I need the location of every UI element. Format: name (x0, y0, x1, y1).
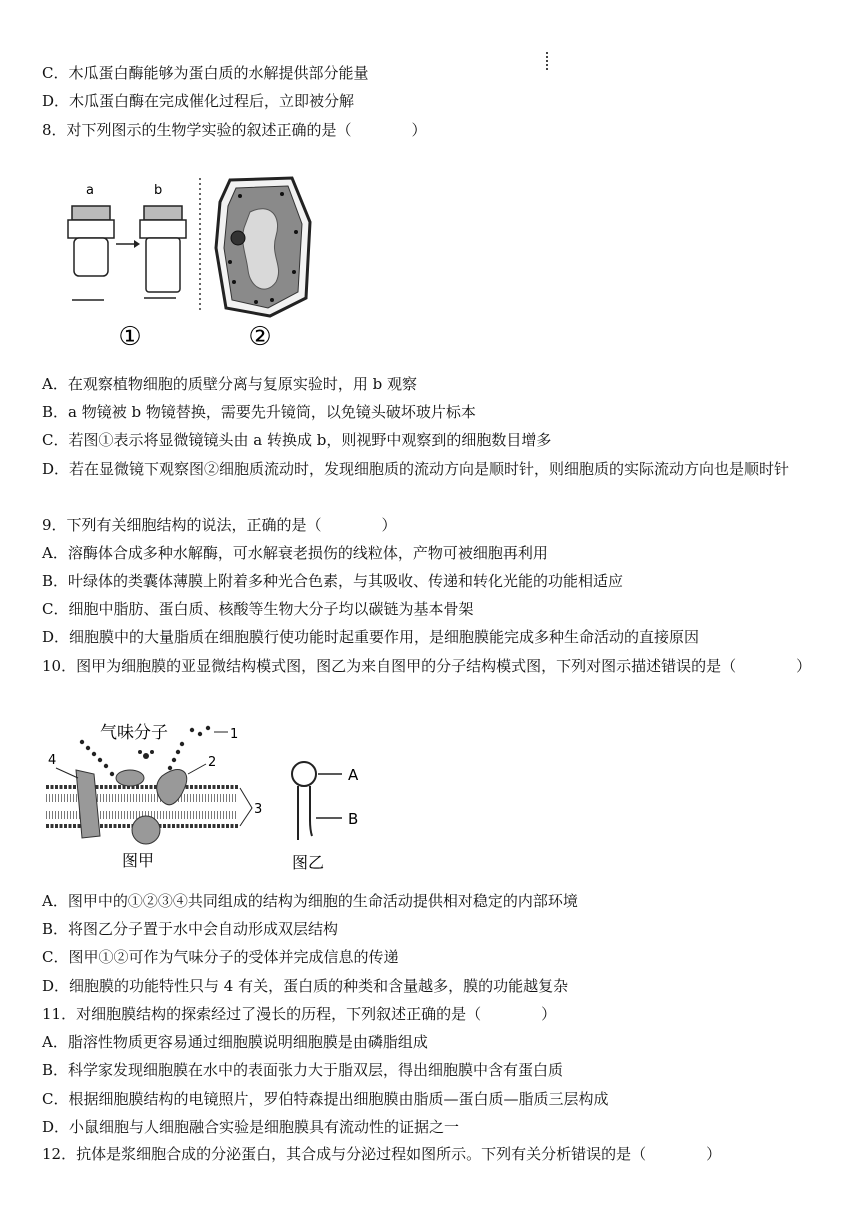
q11-option-b: B．科学家发现细胞膜在水中的表面张力大于脂双层，得出细胞膜中含有蛋白质 (42, 1061, 564, 1079)
q11-option-a: A．脂溶性物质更容易通过细胞膜说明细胞膜是由磷脂组成 (42, 1033, 428, 1051)
objective-a-icon (68, 206, 114, 276)
q7-option-c: C．木瓜蛋白酶能够为蛋白质的水解提供部分能量 (42, 64, 369, 82)
label-4: 4 (48, 753, 57, 768)
q8-option-a: A．在观察植物细胞的质壁分离与复原实验时，用 b 观察 (42, 375, 417, 393)
protein-inner (132, 816, 160, 844)
q10-option-c: C．图甲①②可作为气味分子的受体并完成信息的传递 (42, 948, 399, 966)
q11-stem: 11．对细胞膜结构的探索经过了漫长的历程，下列叙述正确的是（ ） (42, 1005, 557, 1023)
label-B: B (348, 810, 359, 828)
objective-b-icon (140, 206, 186, 292)
glycoprotein-1 (116, 770, 144, 786)
q10-option-b: B．将图乙分子置于水中会自动形成双层结构 (42, 920, 339, 938)
q10-figure-yi (282, 756, 382, 876)
q9-option-c: C．细胞中脂肪、蛋白质、核酸等生物大分子均以碳链为基本骨架 (42, 600, 474, 618)
figure-2-label: ② (248, 322, 272, 352)
q8-option-c: C．若图①表示将显微镜镜头由 a 转换成 b，则视野中观察到的细胞数目增多 (42, 431, 552, 449)
phospholipid-head (292, 762, 316, 786)
q9-stem: 9．下列有关细胞结构的说法，正确的是（ ） (42, 516, 397, 534)
objective-b-label: b (154, 183, 163, 198)
q11-option-d: D．小鼠细胞与人细胞融合实验是细胞膜具有流动性的证据之一 (42, 1118, 460, 1136)
label-3: 3 (254, 802, 263, 817)
q8-stem: 8．对下列图示的生物学实验的叙述正确的是（ ） (42, 121, 427, 139)
q9-option-d: D．细胞膜中的大量脂质在细胞膜行使功能时起重要作用，是细胞膜能完成多种生命活动的直接原因 (42, 628, 700, 646)
caption-yi: 图乙 (292, 853, 325, 872)
label-2: 2 (208, 755, 217, 770)
q10-figure-jia (42, 712, 272, 878)
label-1: 1 (230, 727, 239, 742)
q12-stem: 12．抗体是浆细胞合成的分泌蛋白，其合成与分泌过程如图所示。下列有关分析错误的是（ ） (42, 1145, 722, 1163)
q10-option-d: D．细胞膜的功能特性只与 4 有关，蛋白质的种类和含量越多，膜的功能越复杂 (42, 977, 569, 995)
tail-right (310, 786, 312, 836)
scan-mark (546, 52, 552, 70)
q9-option-b: B．叶绿体的类囊体薄膜上附着多种光合色素，与其吸收、传递和转化光能的功能相适应 (42, 572, 624, 590)
plant-cell-figure (210, 172, 320, 322)
objective-a-label: a (86, 183, 94, 198)
q10-stem: 10．图甲为细胞膜的亚显微结构模式图，图乙为来自图甲的分子结构模式图，下列对图示描述错误的是（ ） (42, 657, 812, 675)
q10-option-a: A．图甲中的①②③④共同组成的结构为细胞的生命活动提供相对稳定的内部环境 (42, 892, 578, 910)
q11-option-c: C．根据细胞膜结构的电镜照片，罗伯特森提出细胞膜由脂质—蛋白质—脂质三层构成 (42, 1090, 609, 1108)
q7-option-d: D．木瓜蛋白酶在完成催化过程后，立即被分解 (42, 92, 355, 110)
q9-option-a: A．溶酶体合成多种水解酶，可水解衰老损伤的线粒体，产物可被细胞再利用 (42, 544, 548, 562)
arrow-icon (116, 240, 140, 248)
odor-molecule-label: 气味分子 (100, 723, 168, 743)
figure-1-label: ① (118, 322, 142, 352)
caption-jia: 图甲 (122, 851, 155, 870)
q8-option-d: D．若在显微镜下观察图②细胞质流动时，发现细胞质的流动方向是顺时针，则细胞质的实际流动方向也是顺时针 (42, 460, 790, 478)
label-A: A (348, 766, 359, 784)
q8-option-b: B．a 物镜被 b 物镜替换，需要先升镜筒，以免镜头破坏玻片标本 (42, 403, 476, 421)
